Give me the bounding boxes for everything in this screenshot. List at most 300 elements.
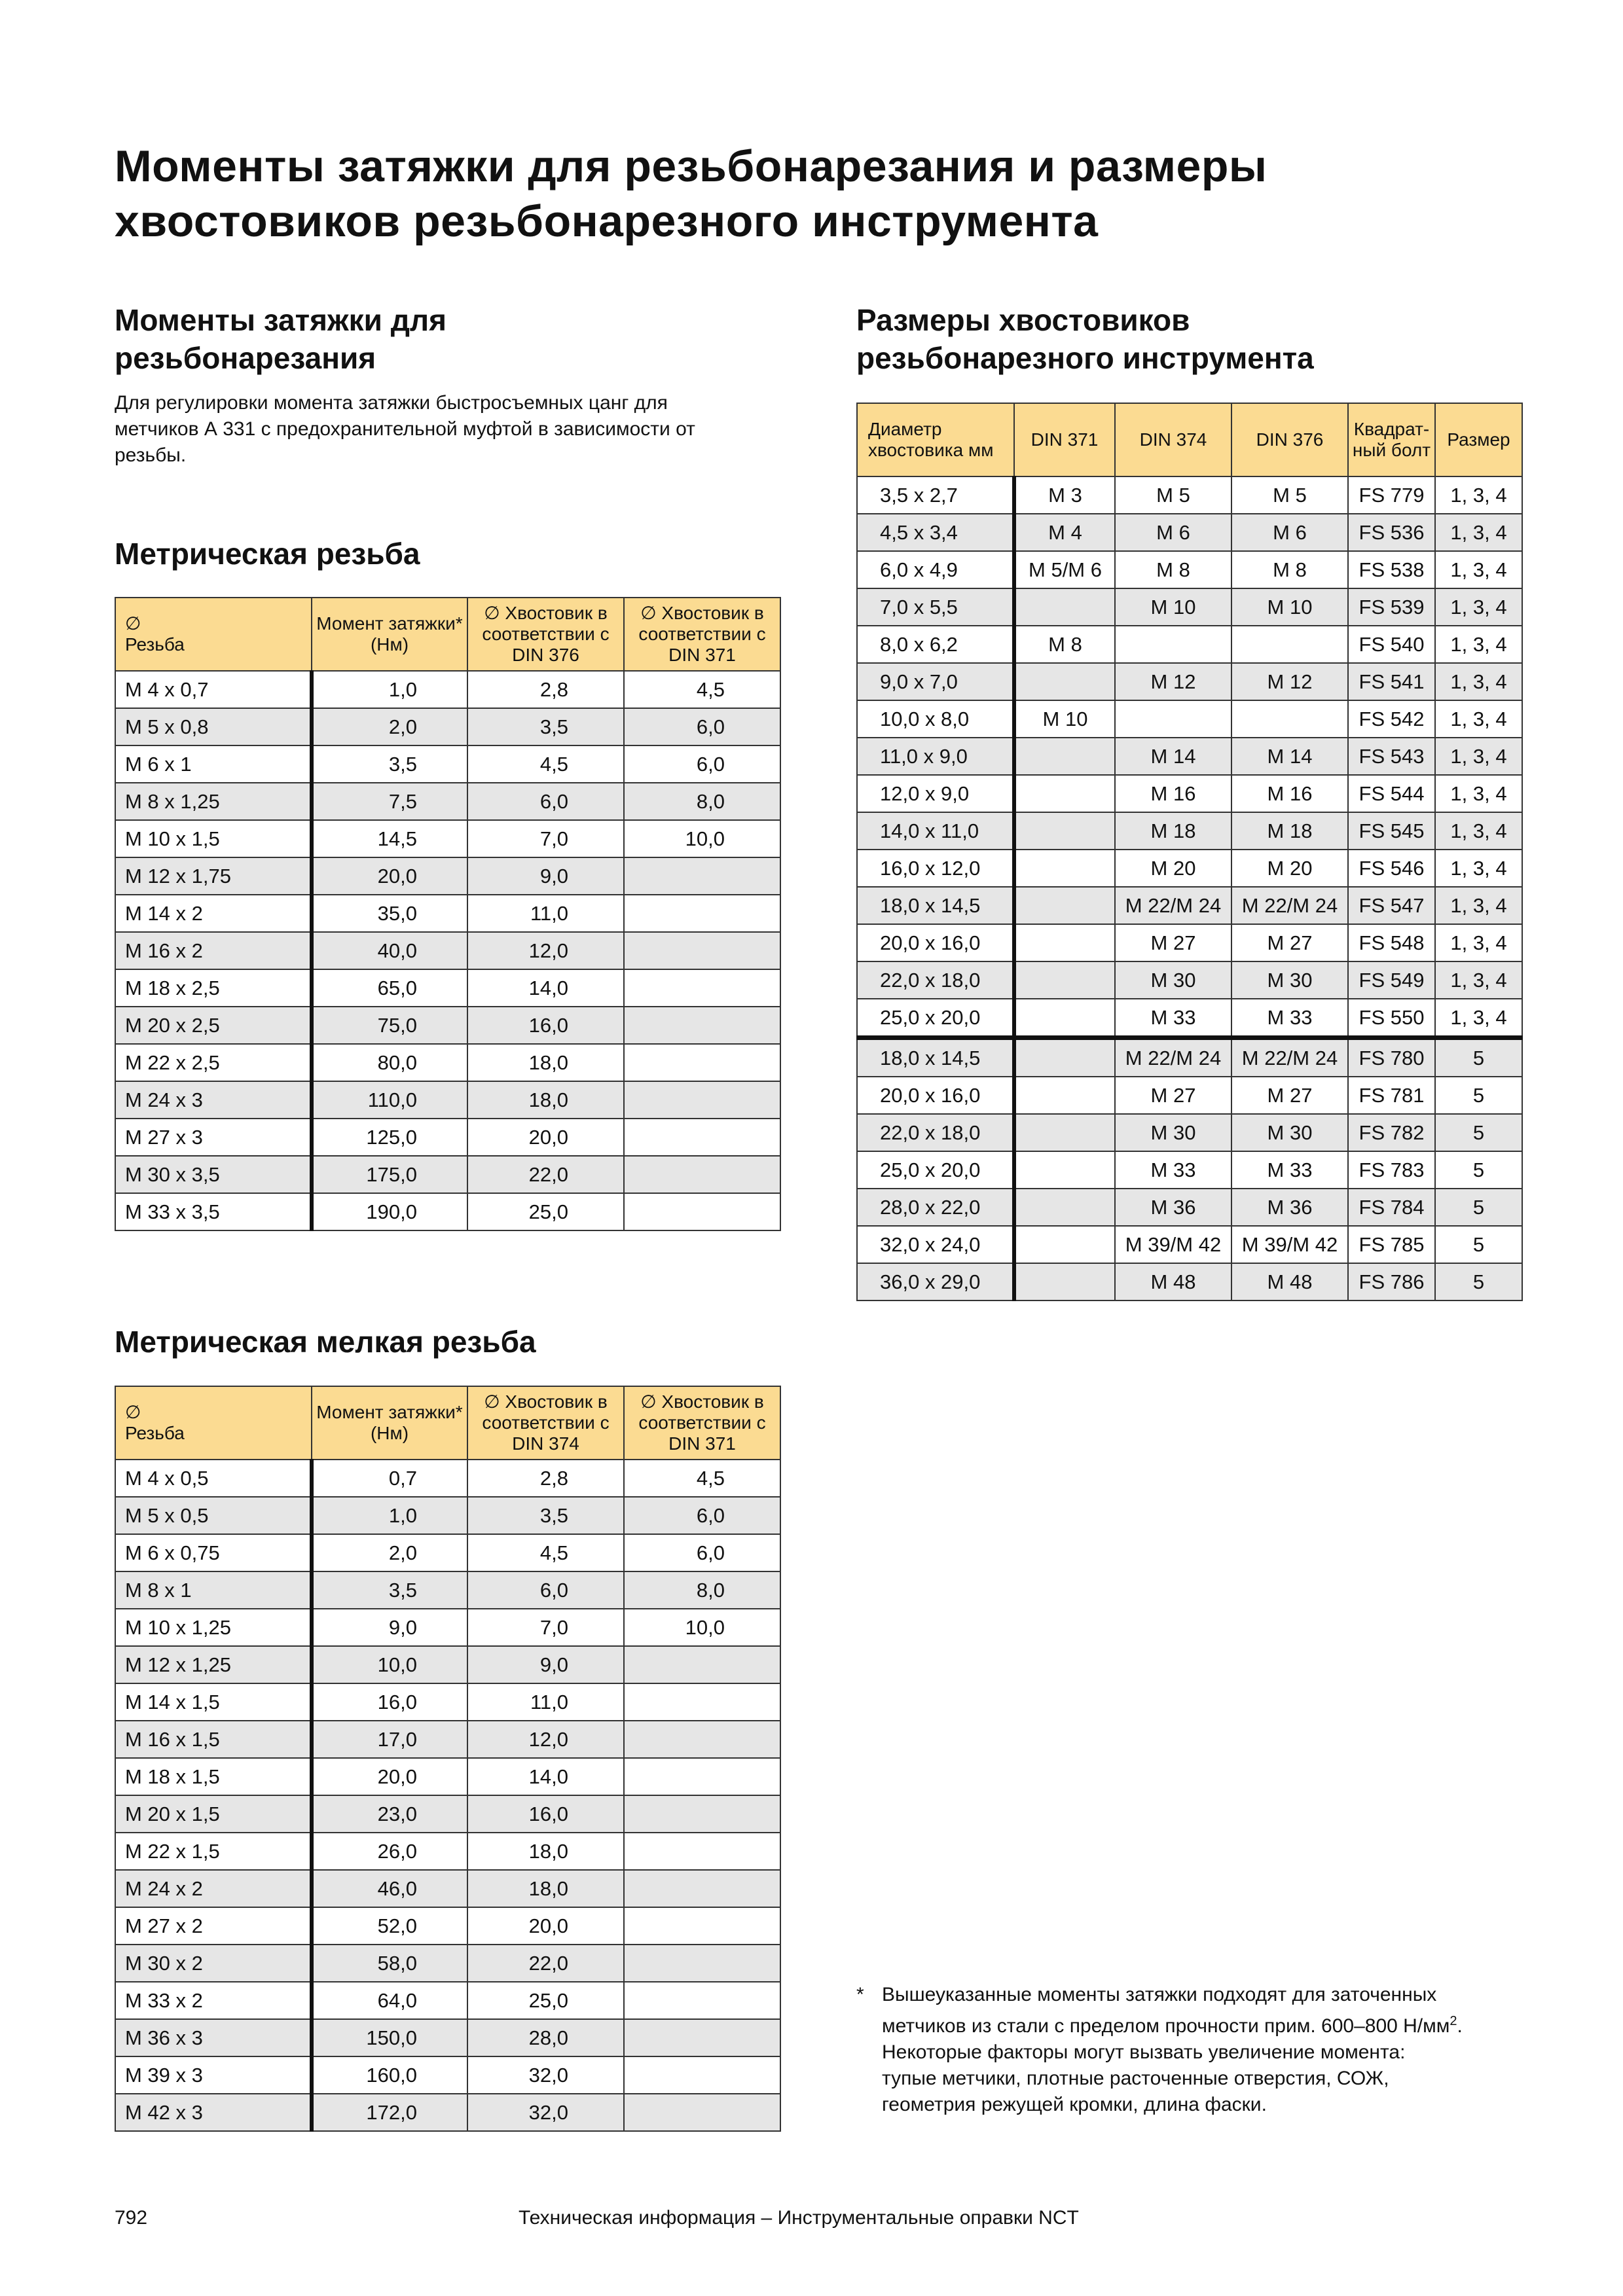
table-cell (624, 1833, 780, 1870)
table-cell: M 3 (1014, 476, 1115, 514)
table-cell: 175,0 (312, 1156, 467, 1193)
table-cell: 0,7 (312, 1460, 467, 1497)
table-cell: 4,5 (624, 1460, 780, 1497)
table-cell: M 27 (1115, 924, 1231, 961)
table-cell: 5 (1435, 1263, 1522, 1300)
table-cell: FS 541 (1348, 663, 1435, 700)
table-cell: 12,0 (467, 932, 624, 969)
table-cell: FS 538 (1348, 551, 1435, 588)
table-cell: 3,5 (467, 708, 624, 745)
table-cell: 16,0 (467, 1795, 624, 1833)
header-shank-din371: ∅ Хвостовик в соответствии с DIN 371 (624, 1386, 780, 1460)
table-cell: M 33 x 2 (115, 1982, 312, 2019)
table-cell: 160,0 (312, 2056, 467, 2094)
table-cell: 18,0 (467, 1870, 624, 1907)
table-cell: M 10 x 1,5 (115, 820, 312, 857)
table-cell: FS 783 (1348, 1151, 1435, 1189)
table-cell: M 36 (1115, 1189, 1231, 1226)
table-cell: 2,0 (312, 708, 467, 745)
table-cell: 7,0 (467, 820, 624, 857)
header-thread: ∅ Резьба (115, 1386, 312, 1460)
table-cell: M 12 x 1,75 (115, 857, 312, 895)
table-cell: M 12 x 1,25 (115, 1646, 312, 1683)
table-cell: 14,0 (467, 969, 624, 1007)
table-cell (624, 969, 780, 1007)
table-cell (1014, 588, 1115, 626)
table-row (115, 1945, 780, 1982)
table-cell: M 6 x 1 (115, 745, 312, 783)
table-cell: 1, 3, 4 (1435, 476, 1522, 514)
table-cell: M 5 (1231, 476, 1348, 514)
table-row (115, 1721, 780, 1758)
table-cell: M 18 x 2,5 (115, 969, 312, 1007)
table-row (857, 700, 1522, 738)
table-cell (624, 1193, 780, 1230)
table-cell: M 20 x 2,5 (115, 1007, 312, 1044)
table-cell: 28,0 (467, 2019, 624, 2056)
table-cell: M 30 (1115, 1114, 1231, 1151)
table-cell: 20,0 x 16,0 (857, 924, 1014, 961)
table-cell: M 22/M 24 (1231, 887, 1348, 924)
table-cell: M 10 (1115, 588, 1231, 626)
table-cell (1014, 1263, 1115, 1300)
table-cell: FS 779 (1348, 476, 1435, 514)
table-cell (1231, 700, 1348, 738)
table-cell (1014, 775, 1115, 812)
table-row (115, 895, 780, 932)
table-cell (1014, 1077, 1115, 1114)
table-cell: 11,0 (467, 1683, 624, 1721)
table-cell: 6,0 (624, 1534, 780, 1571)
table-cell: M 22/M 24 (1115, 887, 1231, 924)
table-cell: M 42 x 3 (115, 2094, 312, 2131)
header-torque: Момент затяжки* (Нм) (312, 1386, 467, 1460)
table-cell (1014, 999, 1115, 1038)
table-cell: M 30 x 2 (115, 1945, 312, 1982)
table-cell: FS 536 (1348, 514, 1435, 551)
table-cell: M 8 x 1,25 (115, 783, 312, 820)
shank-size-table (856, 403, 1523, 1301)
table-cell: FS 548 (1348, 924, 1435, 961)
table-row (115, 671, 780, 708)
table-cell: 7,0 (467, 1609, 624, 1646)
table-cell: FS 784 (1348, 1189, 1435, 1226)
table-row (115, 1758, 780, 1795)
table-cell (1115, 700, 1231, 738)
table-cell: M 12 (1115, 663, 1231, 700)
table-cell: FS 780 (1348, 1038, 1435, 1077)
table-cell: M 8 (1231, 551, 1348, 588)
table-cell: 25,0 (467, 1982, 624, 2019)
table-cell (624, 1870, 780, 1907)
table-cell: 35,0 (312, 895, 467, 932)
table-cell (1014, 1038, 1115, 1077)
table-cell (624, 1156, 780, 1193)
table-cell: 4,5 (467, 745, 624, 783)
table-cell: FS 547 (1348, 887, 1435, 924)
table-cell: M 6 x 0,75 (115, 1534, 312, 1571)
table-row (115, 2094, 780, 2131)
table-cell: M 10 (1014, 700, 1115, 738)
table-cell: 1,0 (312, 1497, 467, 1534)
table-cell: 12,0 x 9,0 (857, 775, 1014, 812)
table-cell: 22,0 (467, 1156, 624, 1193)
table-cell (624, 932, 780, 969)
table-row (115, 1007, 780, 1044)
table-cell: 20,0 (467, 1119, 624, 1156)
table-row (115, 1119, 780, 1156)
table-cell: 125,0 (312, 1119, 467, 1156)
table-cell: 3,5 (312, 1571, 467, 1609)
table-cell (624, 1683, 780, 1721)
table-cell: 150,0 (312, 2019, 467, 2056)
table-cell: 36,0 x 29,0 (857, 1263, 1014, 1300)
table-cell: 16,0 (467, 1007, 624, 1044)
table-row (857, 924, 1522, 961)
intro-text: Для регулировки момента затяжки быстросъемных цанг для метчиков А 331 с предохранительной муфтой в зависимости от резьбы. (115, 392, 695, 466)
table-cell: 25,0 x 20,0 (857, 1151, 1014, 1189)
table-cell: M 48 (1231, 1263, 1348, 1300)
table-cell: 4,5 (624, 671, 780, 708)
table-cell: 6,0 x 4,9 (857, 551, 1014, 588)
table-cell: M 8 (1115, 551, 1231, 588)
table-cell: 3,5 x 2,7 (857, 476, 1014, 514)
table-cell: 1, 3, 4 (1435, 850, 1522, 887)
table-cell: 5 (1435, 1189, 1522, 1226)
table-cell: 6,0 (467, 1571, 624, 1609)
table-cell: 4,5 (467, 1534, 624, 1571)
table-cell: 2,8 (467, 671, 624, 708)
table-row (857, 1038, 1522, 1077)
table-cell: 40,0 (312, 932, 467, 969)
table-cell: 46,0 (312, 1870, 467, 1907)
table-cell: 1, 3, 4 (1435, 663, 1522, 700)
table-cell: 9,0 (467, 1646, 624, 1683)
table-row (115, 1497, 780, 1534)
table-cell: 32,0 (467, 2094, 624, 2131)
table-cell: M 6 (1231, 514, 1348, 551)
table-cell (1014, 663, 1115, 700)
table-cell (624, 1044, 780, 1081)
table-cell: FS 781 (1348, 1077, 1435, 1114)
table-cell: FS 542 (1348, 700, 1435, 738)
table-row (115, 1833, 780, 1870)
table-row (857, 850, 1522, 887)
header-square-bolt: Квадрат- ный болт (1348, 403, 1435, 476)
table-row (857, 551, 1522, 588)
table-cell: M 14 x 1,5 (115, 1683, 312, 1721)
header-shank-din374: ∅ Хвостовик в соответствии с DIN 374 (467, 1386, 624, 1460)
table-cell: 9,0 x 7,0 (857, 663, 1014, 700)
header-shank-diameter: Диаметр хвостовика мм (857, 403, 1014, 476)
table-cell: 8,0 (624, 783, 780, 820)
table-cell: M 39 x 3 (115, 2056, 312, 2094)
table-cell: 1, 3, 4 (1435, 551, 1522, 588)
table-cell: 1, 3, 4 (1435, 626, 1522, 663)
table-cell: M 5 (1115, 476, 1231, 514)
table-cell: 65,0 (312, 969, 467, 1007)
table-cell: M 16 x 1,5 (115, 1721, 312, 1758)
table-cell: 1, 3, 4 (1435, 700, 1522, 738)
table-cell: 5 (1435, 1038, 1522, 1077)
table-cell: M 39/M 42 (1231, 1226, 1348, 1263)
table-cell: 1, 3, 4 (1435, 738, 1522, 775)
table-cell: M 10 x 1,25 (115, 1609, 312, 1646)
table-cell: 2,0 (312, 1534, 467, 1571)
table-cell (624, 1945, 780, 1982)
table-cell: M 30 (1231, 1114, 1348, 1151)
table-cell: 11,0 (467, 895, 624, 932)
table-cell: 22,0 (467, 1945, 624, 1982)
table-cell: 10,0 (312, 1646, 467, 1683)
header-torque: Момент затяжки* (Нм) (312, 598, 467, 671)
table-row (115, 783, 780, 820)
table-cell: 10,0 (624, 1609, 780, 1646)
table-cell: FS 539 (1348, 588, 1435, 626)
table-cell: M 33 (1115, 1151, 1231, 1189)
footnote-marker: * (856, 1984, 864, 2005)
table-cell: M 27 x 3 (115, 1119, 312, 1156)
table-cell: 10,0 x 8,0 (857, 700, 1014, 738)
table-cell: 64,0 (312, 1982, 467, 2019)
table-row (857, 588, 1522, 626)
table-cell (624, 2019, 780, 2056)
metric-thread-heading: Метрическая резьба (115, 537, 420, 571)
table-cell: 3,5 (312, 745, 467, 783)
table-cell: 6,0 (624, 1497, 780, 1534)
table-cell (624, 1758, 780, 1795)
table-cell: 190,0 (312, 1193, 467, 1230)
table-row (857, 476, 1522, 514)
table-cell: 6,0 (624, 708, 780, 745)
table-cell (624, 1119, 780, 1156)
table-cell: 3,5 (467, 1497, 624, 1534)
table-cell: 1, 3, 4 (1435, 887, 1522, 924)
table-cell: 172,0 (312, 2094, 467, 2131)
table-row (115, 1044, 780, 1081)
table-cell: M 4 x 0,5 (115, 1460, 312, 1497)
table-cell (1014, 812, 1115, 850)
table-cell: FS 786 (1348, 1263, 1435, 1300)
table-cell: M 36 x 3 (115, 2019, 312, 2056)
table-cell: 2,8 (467, 1460, 624, 1497)
table-cell: 17,0 (312, 1721, 467, 1758)
table-row (115, 1081, 780, 1119)
table-row (857, 663, 1522, 700)
table-cell: 7,0 x 5,5 (857, 588, 1014, 626)
table-row (115, 1156, 780, 1193)
page-title (115, 139, 1489, 249)
table-cell: 18,0 (467, 1081, 624, 1119)
table-cell: 23,0 (312, 1795, 467, 1833)
table-cell: FS 782 (1348, 1114, 1435, 1151)
table-cell (1014, 1189, 1115, 1226)
metric-fine-thread-table (115, 1386, 781, 2132)
table-row (857, 887, 1522, 924)
header-din371: DIN 371 (1014, 403, 1115, 476)
table-cell (624, 1795, 780, 1833)
table-row (115, 1571, 780, 1609)
table-cell: 14,0 (467, 1758, 624, 1795)
table-cell: M 33 (1231, 1151, 1348, 1189)
table-cell: 20,0 (312, 857, 467, 895)
table-cell: 9,0 (312, 1609, 467, 1646)
table-cell (1014, 1151, 1115, 1189)
table-cell: 14,5 (312, 820, 467, 857)
table-cell (1014, 961, 1115, 999)
table-cell (624, 1982, 780, 2019)
table-cell: 80,0 (312, 1044, 467, 1081)
table-row (857, 1114, 1522, 1151)
table-cell: FS 540 (1348, 626, 1435, 663)
table-cell (1014, 924, 1115, 961)
table-cell (624, 1081, 780, 1119)
title-line-2: хвостовиков резьбонарезного инструмента (115, 196, 1099, 246)
header-size: Размер (1435, 403, 1522, 476)
table-row (115, 1683, 780, 1721)
header-shank-din376: ∅ Хвостовик в соответствии с DIN 376 (467, 598, 624, 671)
table-cell: M 27 x 2 (115, 1907, 312, 1945)
footnote-text: Вышеуказанные моменты затяжки подходят для заточенных метчиков из стали с пределом прочности прим. 600–800 $Н/мм^2$. Некоторые факторы могут вызвать увеличение момента: тупые метчики, плотные расточенные отверстия, СОЖ, геометрия режущей кромки, длина фаски. (882, 1984, 1463, 2115)
table-cell: 1, 3, 4 (1435, 961, 1522, 999)
table-row (857, 812, 1522, 850)
table-cell: M 20 x 1,5 (115, 1795, 312, 1833)
table-cell: M 18 (1231, 812, 1348, 850)
table-cell: M 14 x 2 (115, 895, 312, 932)
table-row (115, 745, 780, 783)
table-cell: M 16 x 2 (115, 932, 312, 969)
table-cell: M 22/M 24 (1115, 1038, 1231, 1077)
table-cell (624, 1907, 780, 1945)
title-line-1: Моменты затяжки для резьбонарезания и размеры (115, 141, 1267, 191)
table-row (115, 708, 780, 745)
table-cell: M 5 x 0,8 (115, 708, 312, 745)
table-cell: FS 544 (1348, 775, 1435, 812)
table-cell: FS 543 (1348, 738, 1435, 775)
table-cell: 52,0 (312, 1907, 467, 1945)
table-cell: 16,0 x 12,0 (857, 850, 1014, 887)
table-cell: 16,0 (312, 1683, 467, 1721)
table-cell (624, 857, 780, 895)
table-cell (1014, 887, 1115, 924)
table-row (115, 1460, 780, 1497)
table-cell: 8,0 (624, 1571, 780, 1609)
table-cell: M 5 x 0,5 (115, 1497, 312, 1534)
table-cell: 25,0 (467, 1193, 624, 1230)
table-cell: 5 (1435, 1151, 1522, 1189)
table-cell: 58,0 (312, 1945, 467, 1982)
table-cell: 1, 3, 4 (1435, 588, 1522, 626)
table-cell (1014, 1226, 1115, 1263)
table-cell: M 10 (1231, 588, 1348, 626)
table-cell: 28,0 x 22,0 (857, 1189, 1014, 1226)
table-cell: M 16 (1115, 775, 1231, 812)
table-row (857, 775, 1522, 812)
table-cell: M 4 (1014, 514, 1115, 551)
table-cell: 5 (1435, 1114, 1522, 1151)
table-row (115, 1982, 780, 2019)
table-cell: 1, 3, 4 (1435, 775, 1522, 812)
table-cell: 5 (1435, 1226, 1522, 1263)
table-cell (624, 1646, 780, 1683)
table-row (857, 1226, 1522, 1263)
table-cell (1014, 1114, 1115, 1151)
header-shank-din371: ∅ Хвостовик в соответствии с DIN 371 (624, 598, 780, 671)
table-cell: 25,0 x 20,0 (857, 999, 1014, 1038)
table-row (857, 514, 1522, 551)
table-row (115, 969, 780, 1007)
table-cell (624, 2094, 780, 2131)
header-din376: DIN 376 (1231, 403, 1348, 476)
left-section-heading: Моменты затяжки для резьбонарезания (115, 303, 447, 375)
table-cell: M 30 (1231, 961, 1348, 999)
table-row (115, 2056, 780, 2094)
table-cell: 18,0 x 14,5 (857, 1038, 1014, 1077)
table-cell: 1,0 (312, 671, 467, 708)
table-cell: FS 550 (1348, 999, 1435, 1038)
table-cell: FS 785 (1348, 1226, 1435, 1263)
table-cell: M 27 (1231, 1077, 1348, 1114)
table-cell: M 30 (1115, 961, 1231, 999)
table-row (115, 1193, 780, 1230)
table-cell: M 22/M 24 (1231, 1038, 1348, 1077)
table-row (115, 1646, 780, 1683)
table-cell (624, 895, 780, 932)
table-cell (1115, 626, 1231, 663)
table-cell: 20,0 (467, 1907, 624, 1945)
table-cell: M 22 x 1,5 (115, 1833, 312, 1870)
table-cell: M 5/M 6 (1014, 551, 1115, 588)
table-cell: 18,0 x 14,5 (857, 887, 1014, 924)
table-row (115, 2019, 780, 2056)
table-cell: 11,0 x 9,0 (857, 738, 1014, 775)
table-cell: 110,0 (312, 1081, 467, 1119)
table-row (857, 626, 1522, 663)
table-cell: 18,0 (467, 1833, 624, 1870)
table-cell: FS 549 (1348, 961, 1435, 999)
table-cell: M 30 x 3,5 (115, 1156, 312, 1193)
table-cell: 4,5 x 3,4 (857, 514, 1014, 551)
table-cell: 5 (1435, 1077, 1522, 1114)
table-cell: M 14 (1231, 738, 1348, 775)
table-cell: 1, 3, 4 (1435, 812, 1522, 850)
table-cell: M 27 (1115, 1077, 1231, 1114)
table-row (857, 738, 1522, 775)
table-cell: 1, 3, 4 (1435, 999, 1522, 1038)
table-row (857, 1189, 1522, 1226)
table-cell (624, 1721, 780, 1758)
table-cell: 10,0 (624, 820, 780, 857)
table-row (857, 1263, 1522, 1300)
table-cell: 20,0 x 16,0 (857, 1077, 1014, 1114)
table-row (857, 961, 1522, 999)
table-cell: M 18 (1115, 812, 1231, 850)
table-cell (624, 2056, 780, 2094)
table-cell: M 18 x 1,5 (115, 1758, 312, 1795)
table-cell: 22,0 x 18,0 (857, 1114, 1014, 1151)
table-cell: M 12 (1231, 663, 1348, 700)
table-cell: FS 546 (1348, 850, 1435, 887)
table-cell: M 48 (1115, 1263, 1231, 1300)
table-cell: M 24 x 3 (115, 1081, 312, 1119)
table-cell (1014, 850, 1115, 887)
table-cell: M 22 x 2,5 (115, 1044, 312, 1081)
page-number: 792 (115, 2207, 148, 2229)
table-cell: 75,0 (312, 1007, 467, 1044)
table-cell: M 6 (1115, 514, 1231, 551)
table-cell (1014, 738, 1115, 775)
table-cell: 1, 3, 4 (1435, 924, 1522, 961)
